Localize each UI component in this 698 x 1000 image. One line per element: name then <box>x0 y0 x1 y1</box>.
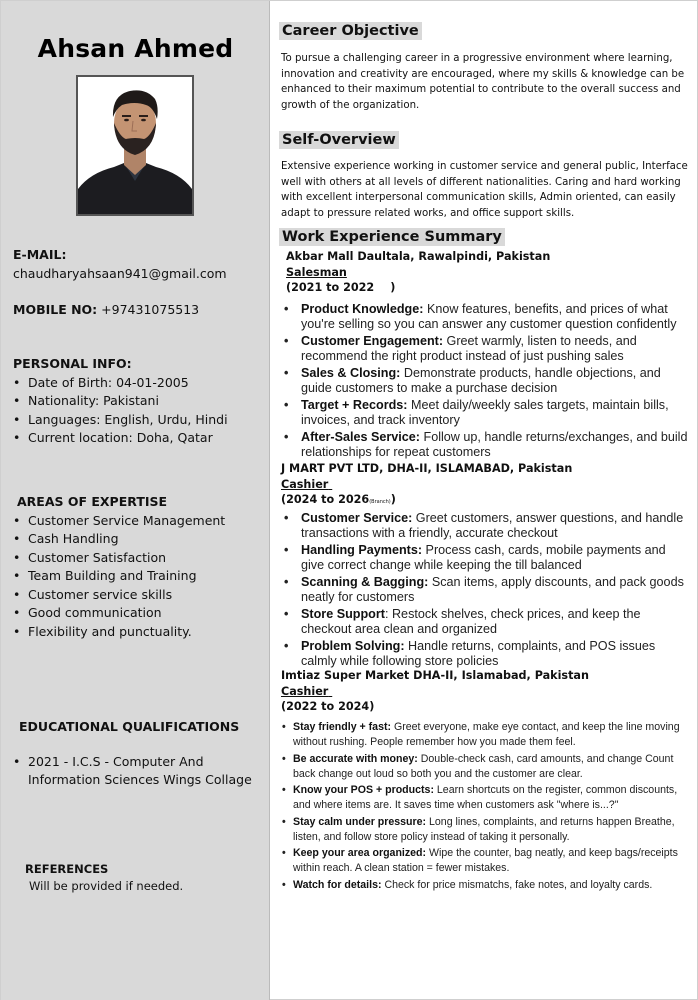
job-employer: J MART PVT LTD, DHA-II, ISLAMABAD, Pakistan <box>281 462 573 475</box>
list-item: • Customer Service: Greet customers, answer questions, and handle transactions with a friendly, accurate checkout <box>281 511 691 541</box>
job-period-end: ) <box>390 493 396 506</box>
list-item: • Problem Solving: Handle returns, complaints, and POS issues calmly while following store policies <box>281 639 691 669</box>
list-item: • Scanning & Bagging: Scan items, apply discounts, and pack goods neatly for customers <box>281 575 691 605</box>
list-item: • Team Building and Training <box>13 567 225 586</box>
job-period-start: (2024 to 2026 <box>281 493 370 506</box>
list-item: • Target + Records: Meet daily/weekly sales targets, maintain bills, invoices, and track inventory <box>281 398 691 428</box>
list-item: • Cash Handling <box>13 530 225 549</box>
personal-info-heading: PERSONAL INFO: <box>13 356 132 371</box>
mobile-label: MOBILE NO: <box>13 302 98 317</box>
contact-mobile-block <box>13 301 199 320</box>
job-period <box>286 280 696 296</box>
personal-info-section <box>13 355 228 448</box>
education-list <box>13 753 268 790</box>
list-item: • Stay friendly + fast: Greet everyone, make eye contact, and keep the line moving without rushing. People remember how you made them feel. <box>281 720 691 750</box>
list-item: • After-Sales Service: Follow up, handle returns/exchanges, and build relationships for repeat customers <box>281 430 691 460</box>
list-item: • Current location: Doha, Qatar <box>13 429 228 448</box>
list-item: • Product Knowledge: Know features, benefits, and prices of what you're selling so you can answer any customer question confidently <box>281 302 691 332</box>
self-overview-heading: Self-Overview <box>279 131 399 149</box>
mobile-value: +97431075513 <box>101 302 200 317</box>
personal-info-list <box>13 374 228 448</box>
list-item: • 2021 - I.C.S - Computer And Information Sciences Wings Collage <box>13 753 268 790</box>
job-period-end: ) <box>390 281 396 294</box>
list-item: • Handling Payments: Process cash, cards, mobile payments and give correct change while keeping the till balanced <box>281 543 691 573</box>
job-period-note: (Branch) <box>369 499 391 505</box>
job-period <box>281 492 691 511</box>
job-role: Cashier <box>281 477 329 491</box>
email-label: E-MAIL: <box>13 247 67 262</box>
list-item: • Keep your area organized: Wipe the counter, bag neatly, and keep bags/receipts within reach. A clean station = fewer mistakes. <box>281 846 691 876</box>
list-item: • Date of Birth: 04-01-2005 <box>13 374 228 393</box>
education-heading: EDUCATIONAL QUALIFICATIONS <box>19 719 240 734</box>
job-header <box>281 461 691 511</box>
list-item: • Languages: English, Urdu, Hindi <box>13 411 228 430</box>
job-duties-list <box>281 302 691 461</box>
email-value: chaudharyahsaan941@gmail.com <box>13 265 227 281</box>
list-item: • Store Support: Restock shelves, check prices, and keep the checkout area clean and organized <box>281 607 691 637</box>
job-employer: Imtiaz Super Market DHA-II, Islamabad, Pakistan <box>281 669 589 682</box>
career-objective-heading: Career Objective <box>279 22 422 40</box>
job-employer: Akbar Mall Daultala, Rawalpindi, Pakistan <box>286 250 551 263</box>
expertise-section <box>13 493 225 641</box>
job-duties-list <box>281 720 691 894</box>
list-item: • Stay calm under pressure: Long lines, complaints, and returns happen Breathe, listen, and follow store policy instead of taking it personally. <box>281 815 691 845</box>
list-item: • Customer service skills <box>13 586 225 605</box>
work-experience-heading: Work Experience Summary <box>279 228 505 246</box>
list-item: • Know your POS + products: Learn shortcuts on the register, common discounts, and where items are. It saves time when customers ask "where is...?" <box>281 783 691 813</box>
candidate-name: Ahsan Ahmed <box>37 34 234 63</box>
job-role: Salesman <box>286 265 347 279</box>
person-portrait-icon <box>78 77 192 214</box>
self-overview-text: Extensive experience working in customer service and general public, Interface well with others at all levels of different nationalities. Caring and hard working with excellent interpersonal communication skills, Admin oriented, can easily adapt to pressure related works, and office support skills. <box>281 161 688 219</box>
list-item: • Customer Satisfaction <box>13 549 225 568</box>
main-content <box>271 1 698 1000</box>
job-period <box>281 699 691 715</box>
job-period-start: (2022 to 2024) <box>281 700 375 713</box>
job-header <box>286 249 696 296</box>
list-item: • Nationality: Pakistani <box>13 392 228 411</box>
list-item: • Flexibility and punctuality. <box>13 623 225 642</box>
job-duties-list <box>281 511 691 670</box>
expertise-list <box>13 512 225 642</box>
expertise-heading: AREAS OF EXPERTISE <box>17 494 168 509</box>
references-section <box>25 861 183 894</box>
career-objective-text: To pursue a challenging career in a progressive environment where learning, innovation and creativity are encouraged, where my skills & knowledge can be enhanced to their maximum potential to contribute to the overall success and growth of the organization. <box>281 53 685 111</box>
list-item: • Customer Service Management <box>13 512 225 531</box>
list-item: • Be accurate with money: Double-check cash, card amounts, and change Count back change out loud so both you and the customer are clear. <box>281 752 691 782</box>
list-item: • Sales & Closing: Demonstrate products, handle objections, and guide customers to make a purchase decision <box>281 366 691 396</box>
contact-email-block <box>13 246 227 283</box>
list-item: • Watch for details: Check for price mismatchs, fake notes, and loyalty cards. <box>281 878 691 893</box>
profile-photo <box>76 75 194 216</box>
list-item: • Good communication <box>13 604 225 623</box>
references-heading: REFERENCES <box>25 862 109 876</box>
references-text: Will be provided if needed. <box>29 878 184 893</box>
education-section <box>13 718 268 790</box>
list-item: • Customer Engagement: Greet warmly, listen to needs, and recommend the right product instead of just pushing sales <box>281 334 691 364</box>
job-role: Cashier <box>281 684 329 698</box>
job-period-start: (2021 to 2022 <box>286 281 375 294</box>
job-header <box>281 668 691 715</box>
sidebar <box>1 1 270 1000</box>
